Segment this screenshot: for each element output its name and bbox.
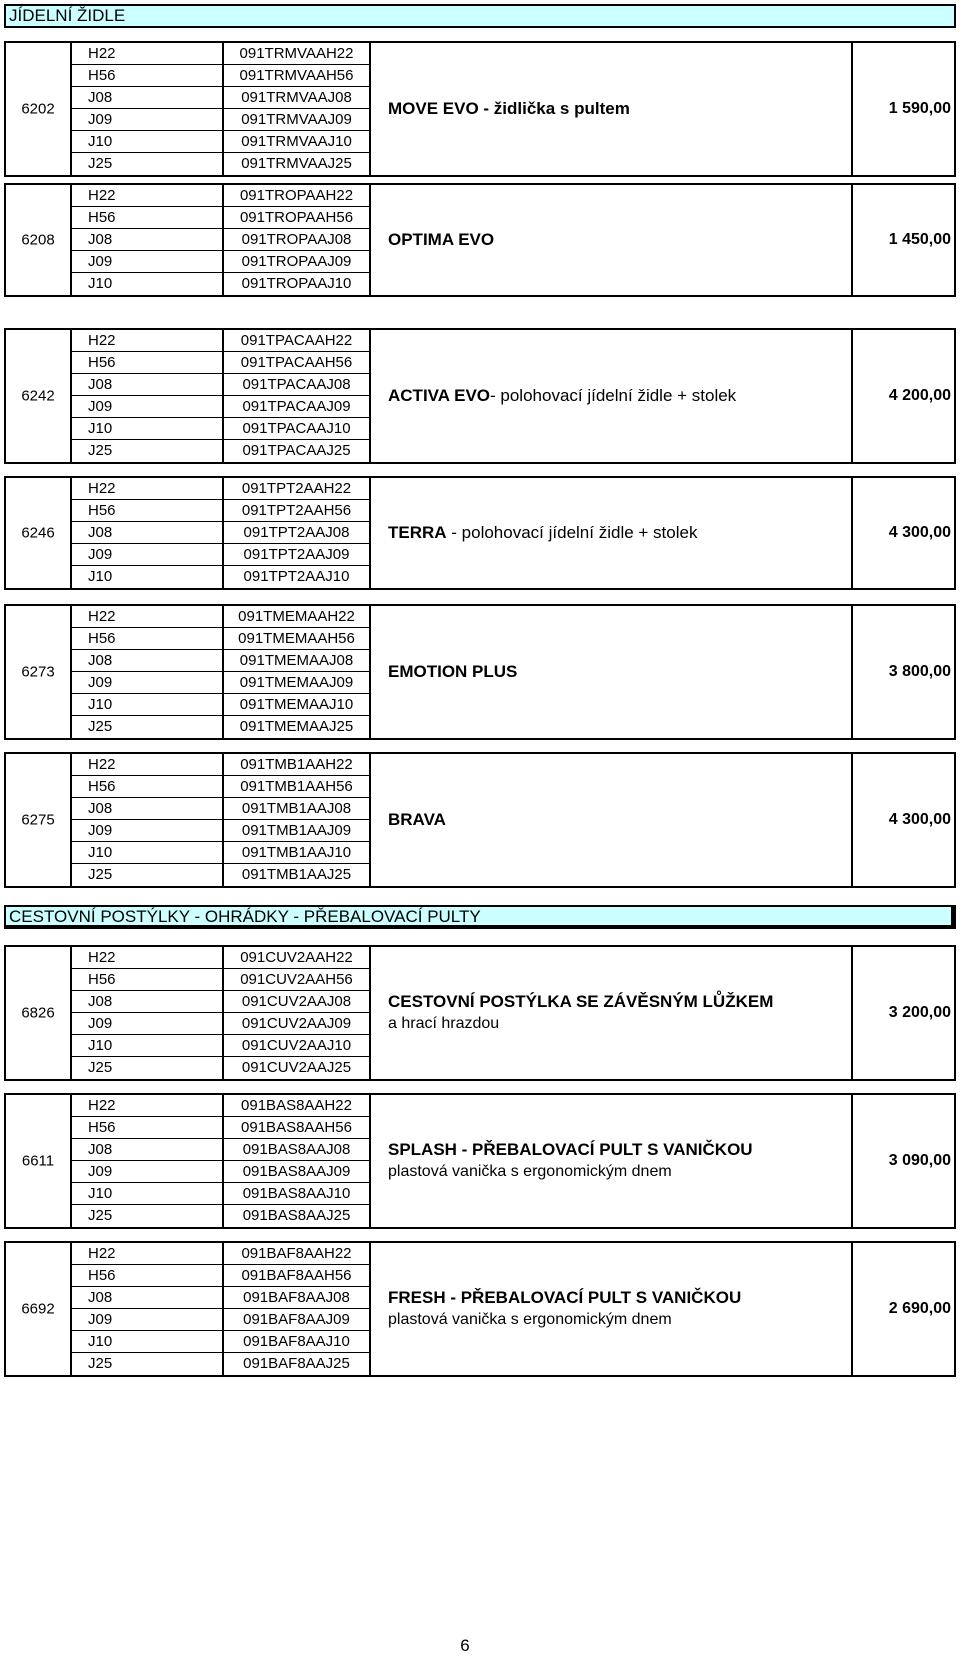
- variant-code: J10: [72, 131, 222, 153]
- product-price: 3 200,00: [888, 1004, 951, 1021]
- article-code: 091TRMVAAJ08: [224, 87, 369, 109]
- description-cell: [371, 754, 853, 886]
- product-title: MOVE EVO - židlička s pultem: [388, 99, 630, 118]
- article-code: 091TPACAAJ09: [224, 396, 369, 418]
- variant-code: J09: [72, 1013, 222, 1035]
- variant-code: J10: [72, 1331, 222, 1353]
- article-code: 091TPACAAH22: [224, 330, 369, 352]
- variant-code: J25: [88, 1207, 113, 1224]
- variant-code: J25: [88, 442, 113, 459]
- article-code-column: [224, 1243, 371, 1375]
- variant-code: J08: [72, 87, 222, 109]
- article-code-column: [224, 1095, 371, 1227]
- variant-code: J10: [72, 1035, 222, 1057]
- variant-column: [72, 478, 224, 588]
- product-price: 1 590,00: [888, 100, 951, 117]
- variant-code: J08: [72, 1139, 222, 1161]
- article-code-column: [224, 330, 371, 462]
- article-code: 091BAS8AAJ25: [242, 1207, 351, 1224]
- product-title: SPLASH - PŘEBALOVACÍ PULT S VANIČKOU: [388, 1140, 753, 1159]
- article-code: 091CUV2AAJ09: [224, 1013, 369, 1035]
- article-code: 091TPACAAJ25: [242, 442, 351, 459]
- article-code: 091TRMVAAH56: [224, 65, 369, 87]
- variant-code: J25: [88, 1059, 113, 1076]
- variant-code: J08: [72, 1287, 222, 1309]
- article-code: 091CUV2AAH22: [224, 947, 369, 969]
- article-code: 091BAF8AAH56: [224, 1265, 369, 1287]
- description-line: [388, 98, 847, 120]
- product-title: BRAVA: [388, 810, 446, 829]
- article-code: 091TMB1AAH56: [224, 776, 369, 798]
- description-line: [388, 1139, 847, 1161]
- article-code: 091TMB1AAJ08: [224, 798, 369, 820]
- variant-code: J08: [72, 798, 222, 820]
- article-code: 091TROPAAH56: [224, 207, 369, 229]
- product-price: 3 090,00: [888, 1152, 951, 1169]
- description-cell: [371, 330, 853, 462]
- variant-code: J25: [88, 155, 113, 172]
- price-cell: [853, 1243, 954, 1375]
- description: [388, 1139, 847, 1183]
- variant-column: [72, 606, 224, 738]
- article-code: 091BAF8AAJ25: [243, 1355, 350, 1372]
- article-code: 091BAS8AAJ09: [224, 1161, 369, 1183]
- description-line: [388, 385, 847, 407]
- description: [388, 1287, 847, 1331]
- description: [388, 991, 847, 1035]
- product-number: 6208: [21, 231, 55, 249]
- price-cell: [853, 43, 954, 175]
- article-code: 091TPACAAJ08: [224, 374, 369, 396]
- product-number-cell: [6, 330, 72, 462]
- product-price: 3 800,00: [888, 663, 951, 680]
- variant-code: J09: [72, 109, 222, 131]
- product-price: 1 450,00: [888, 231, 951, 248]
- variant-code: J25: [88, 1355, 113, 1372]
- description-cell: [371, 185, 853, 295]
- variant-code: H56: [72, 1117, 222, 1139]
- variant-code: J10: [88, 275, 113, 292]
- description-cell: [371, 1243, 853, 1375]
- product-number: 6242: [21, 387, 55, 405]
- price-cell: [853, 947, 954, 1079]
- variant-code: J09: [72, 544, 222, 566]
- variant-code: H56: [72, 500, 222, 522]
- article-code: 091TPT2AAJ08: [224, 522, 369, 544]
- article-code: 091BAF8AAJ10: [224, 1331, 369, 1353]
- variant-column: [72, 947, 224, 1079]
- variant-column: [72, 1243, 224, 1375]
- product-block: [4, 476, 956, 590]
- article-code-column: [224, 43, 371, 175]
- variant-code: J09: [72, 396, 222, 418]
- article-code: 091CUV2AAJ08: [224, 991, 369, 1013]
- article-code: 091TPT2AAJ10: [243, 568, 350, 585]
- variant-code: H56: [72, 969, 222, 991]
- description-line: [388, 522, 847, 544]
- variant-code: J10: [72, 1183, 222, 1205]
- variant-code: H22: [72, 330, 222, 352]
- variant-code: J09: [72, 1309, 222, 1331]
- product-title: OPTIMA EVO: [388, 230, 495, 249]
- variant-code: J08: [72, 374, 222, 396]
- article-code: 091TRMVAAJ09: [224, 109, 369, 131]
- product-block: [4, 1093, 956, 1229]
- section-header: CESTOVNÍ POSTÝLKY - OHRÁDKY - PŘEBALOVACÍ PULTY: [4, 905, 956, 929]
- article-code: 091TMEMAAJ25: [239, 718, 354, 735]
- product-number-cell: [6, 606, 72, 738]
- price-cell: [853, 754, 954, 886]
- description-cell: [371, 43, 853, 175]
- description: [388, 385, 847, 407]
- product-number: 6275: [21, 811, 55, 829]
- product-block: [4, 328, 956, 464]
- product-block: [4, 604, 956, 740]
- article-code: 091TMB1AAJ10: [224, 842, 369, 864]
- article-code: 091CUV2AAH56: [224, 969, 369, 991]
- product-title-rest: - polohovací jídelní židle + stolek: [490, 386, 737, 405]
- article-code: 091TPT2AAH56: [224, 500, 369, 522]
- product-number: 6202: [21, 100, 55, 118]
- description-line: [388, 809, 847, 831]
- variant-code: H56: [72, 207, 222, 229]
- article-code: 091TRMVAAH22: [224, 43, 369, 65]
- variant-code: H22: [72, 43, 222, 65]
- product-number: 6246: [21, 524, 55, 542]
- article-code: 091BAS8AAJ08: [224, 1139, 369, 1161]
- product-number: 6826: [21, 1004, 55, 1022]
- price-cell: [853, 478, 954, 588]
- product-title: FRESH - PŘEBALOVACÍ PULT S VANIČKOU: [388, 1288, 742, 1307]
- description-line: [388, 1287, 847, 1309]
- variant-code: H56: [72, 65, 222, 87]
- variant-code: J25: [88, 718, 113, 735]
- article-code-column: [224, 606, 371, 738]
- article-code: 091TMB1AAH22: [224, 754, 369, 776]
- description-line: [388, 991, 847, 1013]
- product-title: ACTIVA EVO: [388, 386, 491, 405]
- variant-code: J08: [72, 229, 222, 251]
- product-number-cell: [6, 947, 72, 1079]
- variant-code: J08: [72, 991, 222, 1013]
- article-code: 091TMEMAAH22: [224, 606, 369, 628]
- product-title: EMOTION PLUS: [388, 662, 518, 681]
- page-number: 6: [460, 1636, 470, 1655]
- price-cell: [853, 185, 954, 295]
- variant-code: J25: [88, 866, 113, 883]
- variant-code: J09: [72, 820, 222, 842]
- variant-code: J09: [72, 1161, 222, 1183]
- product-block: [4, 945, 956, 1081]
- product-price: 2 690,00: [888, 1300, 951, 1317]
- product-block: [4, 183, 956, 297]
- article-code: 091TROPAAH22: [224, 185, 369, 207]
- article-code: 091TPT2AAJ09: [224, 544, 369, 566]
- price-cell: [853, 1095, 954, 1227]
- description: [388, 809, 847, 831]
- article-code: 091TMEMAAJ08: [224, 650, 369, 672]
- product-subtitle: a hrací hrazdou: [388, 1015, 500, 1032]
- description-line: [388, 229, 847, 251]
- variant-code: H56: [72, 1265, 222, 1287]
- description-line: [388, 661, 847, 683]
- article-code: 091BAS8AAH56: [224, 1117, 369, 1139]
- variant-column: [72, 185, 224, 295]
- variant-code: H22: [72, 478, 222, 500]
- description: [388, 98, 847, 120]
- price-cell: [853, 606, 954, 738]
- variant-code: J09: [72, 672, 222, 694]
- description-cell: [371, 947, 853, 1079]
- article-code: 091TROPAAJ10: [241, 275, 352, 292]
- variant-code: J10: [88, 568, 113, 585]
- article-code: 091TMEMAAJ09: [224, 672, 369, 694]
- product-block: [4, 1241, 956, 1377]
- product-number-cell: [6, 754, 72, 886]
- article-code: 091TMEMAAH56: [224, 628, 369, 650]
- description-cell: [371, 478, 853, 588]
- variant-code: H56: [72, 352, 222, 374]
- product-number-cell: [6, 43, 72, 175]
- product-price: 4 300,00: [888, 811, 951, 828]
- article-code: 091TMB1AAJ09: [224, 820, 369, 842]
- variant-code: J10: [72, 842, 222, 864]
- variant-code: J10: [72, 694, 222, 716]
- variant-code: H22: [72, 185, 222, 207]
- variant-code: H22: [72, 947, 222, 969]
- variant-column: [72, 330, 224, 462]
- product-title: CESTOVNÍ POSTÝLKA SE ZÁVĚSNÝM LŮŽKEM: [388, 992, 774, 1011]
- article-code-column: [224, 478, 371, 588]
- article-code: 091TRMVAAJ25: [241, 155, 352, 172]
- article-code: 091TRMVAAJ10: [224, 131, 369, 153]
- variant-code: J09: [72, 251, 222, 273]
- article-code-column: [224, 185, 371, 295]
- product-number: 6273: [21, 663, 55, 681]
- product-number: 6692: [21, 1300, 55, 1318]
- product-price: 4 300,00: [888, 524, 951, 541]
- variant-column: [72, 43, 224, 175]
- variant-column: [72, 1095, 224, 1227]
- article-code: 091TMB1AAJ25: [241, 866, 352, 883]
- product-subtitle: plastová vanička s ergonomickým dnem: [388, 1163, 672, 1180]
- section-header: JÍDELNÍ ŽIDLE: [4, 4, 956, 28]
- variant-column: [72, 754, 224, 886]
- description-cell: [371, 1095, 853, 1227]
- product-block: [4, 752, 956, 888]
- variant-code: H56: [72, 776, 222, 798]
- article-code: 091BAF8AAH22: [224, 1243, 369, 1265]
- product-block: [4, 41, 956, 177]
- article-code: 091BAF8AAJ08: [224, 1287, 369, 1309]
- product-price: 4 200,00: [888, 387, 951, 404]
- article-code: 091CUV2AAJ10: [224, 1035, 369, 1057]
- product-number-cell: [6, 1095, 72, 1227]
- article-code: 091BAS8AAJ10: [224, 1183, 369, 1205]
- product-title: TERRA: [388, 523, 447, 542]
- product-number: 6611: [21, 1152, 55, 1170]
- product-subtitle: plastová vanička s ergonomickým dnem: [388, 1311, 672, 1328]
- variant-code: H22: [72, 754, 222, 776]
- product-title-rest: - polohovací jídelní židle + stolek: [446, 523, 698, 542]
- article-code: 091TROPAAJ09: [224, 251, 369, 273]
- article-code-column: [224, 754, 371, 886]
- variant-code: J08: [72, 522, 222, 544]
- variant-code: H22: [72, 606, 222, 628]
- product-number-cell: [6, 185, 72, 295]
- article-code: 091TPT2AAH22: [224, 478, 369, 500]
- article-code-column: [224, 947, 371, 1079]
- description-cell: [371, 606, 853, 738]
- description: [388, 229, 847, 251]
- article-code: 091TPACAAH56: [224, 352, 369, 374]
- price-cell: [853, 330, 954, 462]
- article-code: 091BAF8AAJ09: [224, 1309, 369, 1331]
- product-number-cell: [6, 478, 72, 588]
- article-code: 091TPACAAJ10: [224, 418, 369, 440]
- product-number-cell: [6, 1243, 72, 1375]
- variant-code: J08: [72, 650, 222, 672]
- article-code: 091TMEMAAJ10: [224, 694, 369, 716]
- variant-code: H56: [72, 628, 222, 650]
- variant-code: J10: [72, 418, 222, 440]
- article-code: 091TROPAAJ08: [224, 229, 369, 251]
- article-code: 091BAS8AAH22: [224, 1095, 369, 1117]
- variant-code: H22: [72, 1095, 222, 1117]
- description: [388, 661, 847, 683]
- description: [388, 522, 847, 544]
- article-code: 091CUV2AAJ25: [241, 1059, 352, 1076]
- variant-code: H22: [72, 1243, 222, 1265]
